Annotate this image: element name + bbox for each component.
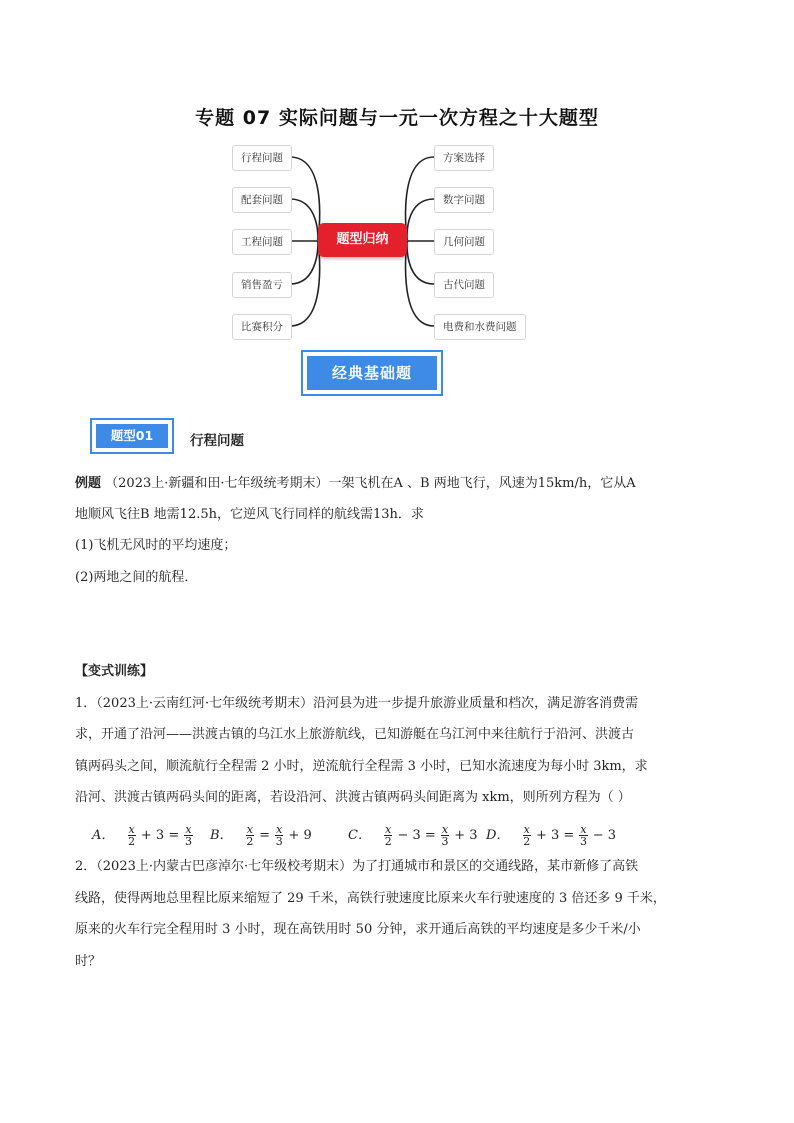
- problem1-line: 求，开通了沿河——洪渡古镇的乌江水上旅游航线，已知游艇在乌江河中来往航行于沿河、洪渡古: [75, 727, 635, 742]
- question-type-tag: [90, 418, 174, 454]
- mindmap-left-item: 比赛积分: [232, 314, 292, 340]
- mindmap-right-item: 数字问题: [434, 187, 494, 213]
- problem1-line: 沿河、洪渡古镇两码头间的距离，若设沿河、洪渡古镇两码头间距离为 xkm，则所列方程为（ ）: [75, 790, 631, 805]
- example-line: [75, 474, 715, 494]
- fraction: [275, 824, 283, 847]
- operator: + 3 =: [535, 828, 575, 843]
- problem2-line: 线路，使得两地总里程比原来缩短了 29 千米，高铁行驶速度比原来火车行驶速度的 3 倍还多 9 千米，: [75, 891, 666, 906]
- denominator: 3: [275, 835, 283, 848]
- mindmap-left-item: 销售盈亏: [232, 272, 292, 298]
- denominator: 2: [246, 835, 254, 848]
- mindmap-connectors: [0, 0, 794, 360]
- operator-tail: + 3: [454, 828, 478, 843]
- example-question: (2)两地之间的航程．: [75, 570, 198, 585]
- example-line: 地顺风飞往B 地需12.5h，它逆风飞行同样的航线需13h．求: [75, 507, 424, 522]
- operator-tail: + 9: [288, 828, 312, 843]
- option-label: A．: [92, 828, 115, 843]
- example-label: 例题: [75, 476, 102, 491]
- numerator: x: [441, 823, 449, 836]
- option-a[interactable]: [92, 824, 194, 847]
- option-label: C．: [348, 828, 371, 843]
- operator: − 3 =: [397, 828, 436, 843]
- numerator: x: [185, 823, 192, 836]
- option-label: B．: [210, 828, 233, 843]
- option-label: D．: [486, 828, 510, 843]
- problem2-line: 原来的火车行完全程用时 3 小时，现在高铁用时 50 分钟，求开通后高铁的平均速度是多少千米/小: [75, 922, 641, 937]
- numerator: x: [523, 823, 530, 836]
- denominator: 2: [128, 835, 136, 848]
- section-banner: [301, 350, 443, 396]
- denominator: 3: [441, 835, 449, 848]
- denominator: 2: [384, 835, 392, 848]
- denominator: 3: [184, 835, 192, 848]
- operator: + 3 =: [140, 828, 180, 843]
- banner-label: 经典基础题: [307, 356, 437, 390]
- mindmap-right-item: 几何问题: [434, 229, 494, 255]
- problem1-line: 镇两码头之间，顺流航行全程需 2 小时，逆流航行全程需 3 小时，已知水流速度为每小时 3km，求: [75, 759, 648, 774]
- mindmap-left-item: 工程问题: [232, 229, 292, 255]
- mindmap-center: 题型归纳: [318, 223, 407, 257]
- section-title: 行程问题: [190, 433, 244, 449]
- tag-label: 题型01: [96, 424, 168, 448]
- practice-header: 【变式训练】: [75, 664, 154, 679]
- option-b[interactable]: [210, 824, 312, 847]
- denominator: 2: [523, 835, 531, 848]
- problem2-line: 2．（2023上·内蒙古巴彦淖尔·七年级校考期末）为了打通城市和景区的交通线路，某市新修了高铁: [75, 859, 639, 874]
- numerator: x: [128, 823, 135, 836]
- mindmap-right-item: 方案选择: [434, 145, 494, 171]
- problem2-line: 时？: [75, 954, 102, 969]
- numerator: x: [246, 823, 253, 836]
- fraction: [246, 824, 254, 847]
- fraction: [523, 824, 531, 847]
- fraction: [384, 824, 392, 847]
- option-c[interactable]: [348, 824, 478, 847]
- fraction: [184, 824, 192, 847]
- mindmap-left-item: 行程问题: [232, 145, 292, 171]
- option-d[interactable]: [486, 824, 616, 847]
- mindmap-left-item: 配套问题: [232, 187, 292, 213]
- fraction: [441, 824, 449, 847]
- example-text: （2023上·新疆和田·七年级统考期末）一架飞机在A 、B 两地飞行，风速为15km/h，它从A: [105, 476, 636, 491]
- page-title: 专题 07 实际问题与一元一次方程之十大题型: [195, 107, 599, 129]
- denominator: 3: [580, 835, 588, 848]
- operator: =: [259, 828, 270, 843]
- mindmap-right-item: 电费和水费问题: [434, 314, 526, 340]
- fraction: [579, 824, 587, 847]
- operator-tail: − 3: [592, 828, 617, 843]
- numerator: x: [580, 823, 587, 836]
- mindmap-right-item: 古代问题: [434, 272, 494, 298]
- fraction: [128, 824, 136, 847]
- example-question: (1)飞机无风时的平均速度；: [75, 538, 237, 553]
- numerator: x: [385, 823, 392, 836]
- numerator: x: [276, 823, 283, 836]
- problem1-line: 1．（2023上·云南红河·七年级统考期末）沿河县为进一步提升旅游业质量和档次，满足游客消费需: [75, 696, 639, 711]
